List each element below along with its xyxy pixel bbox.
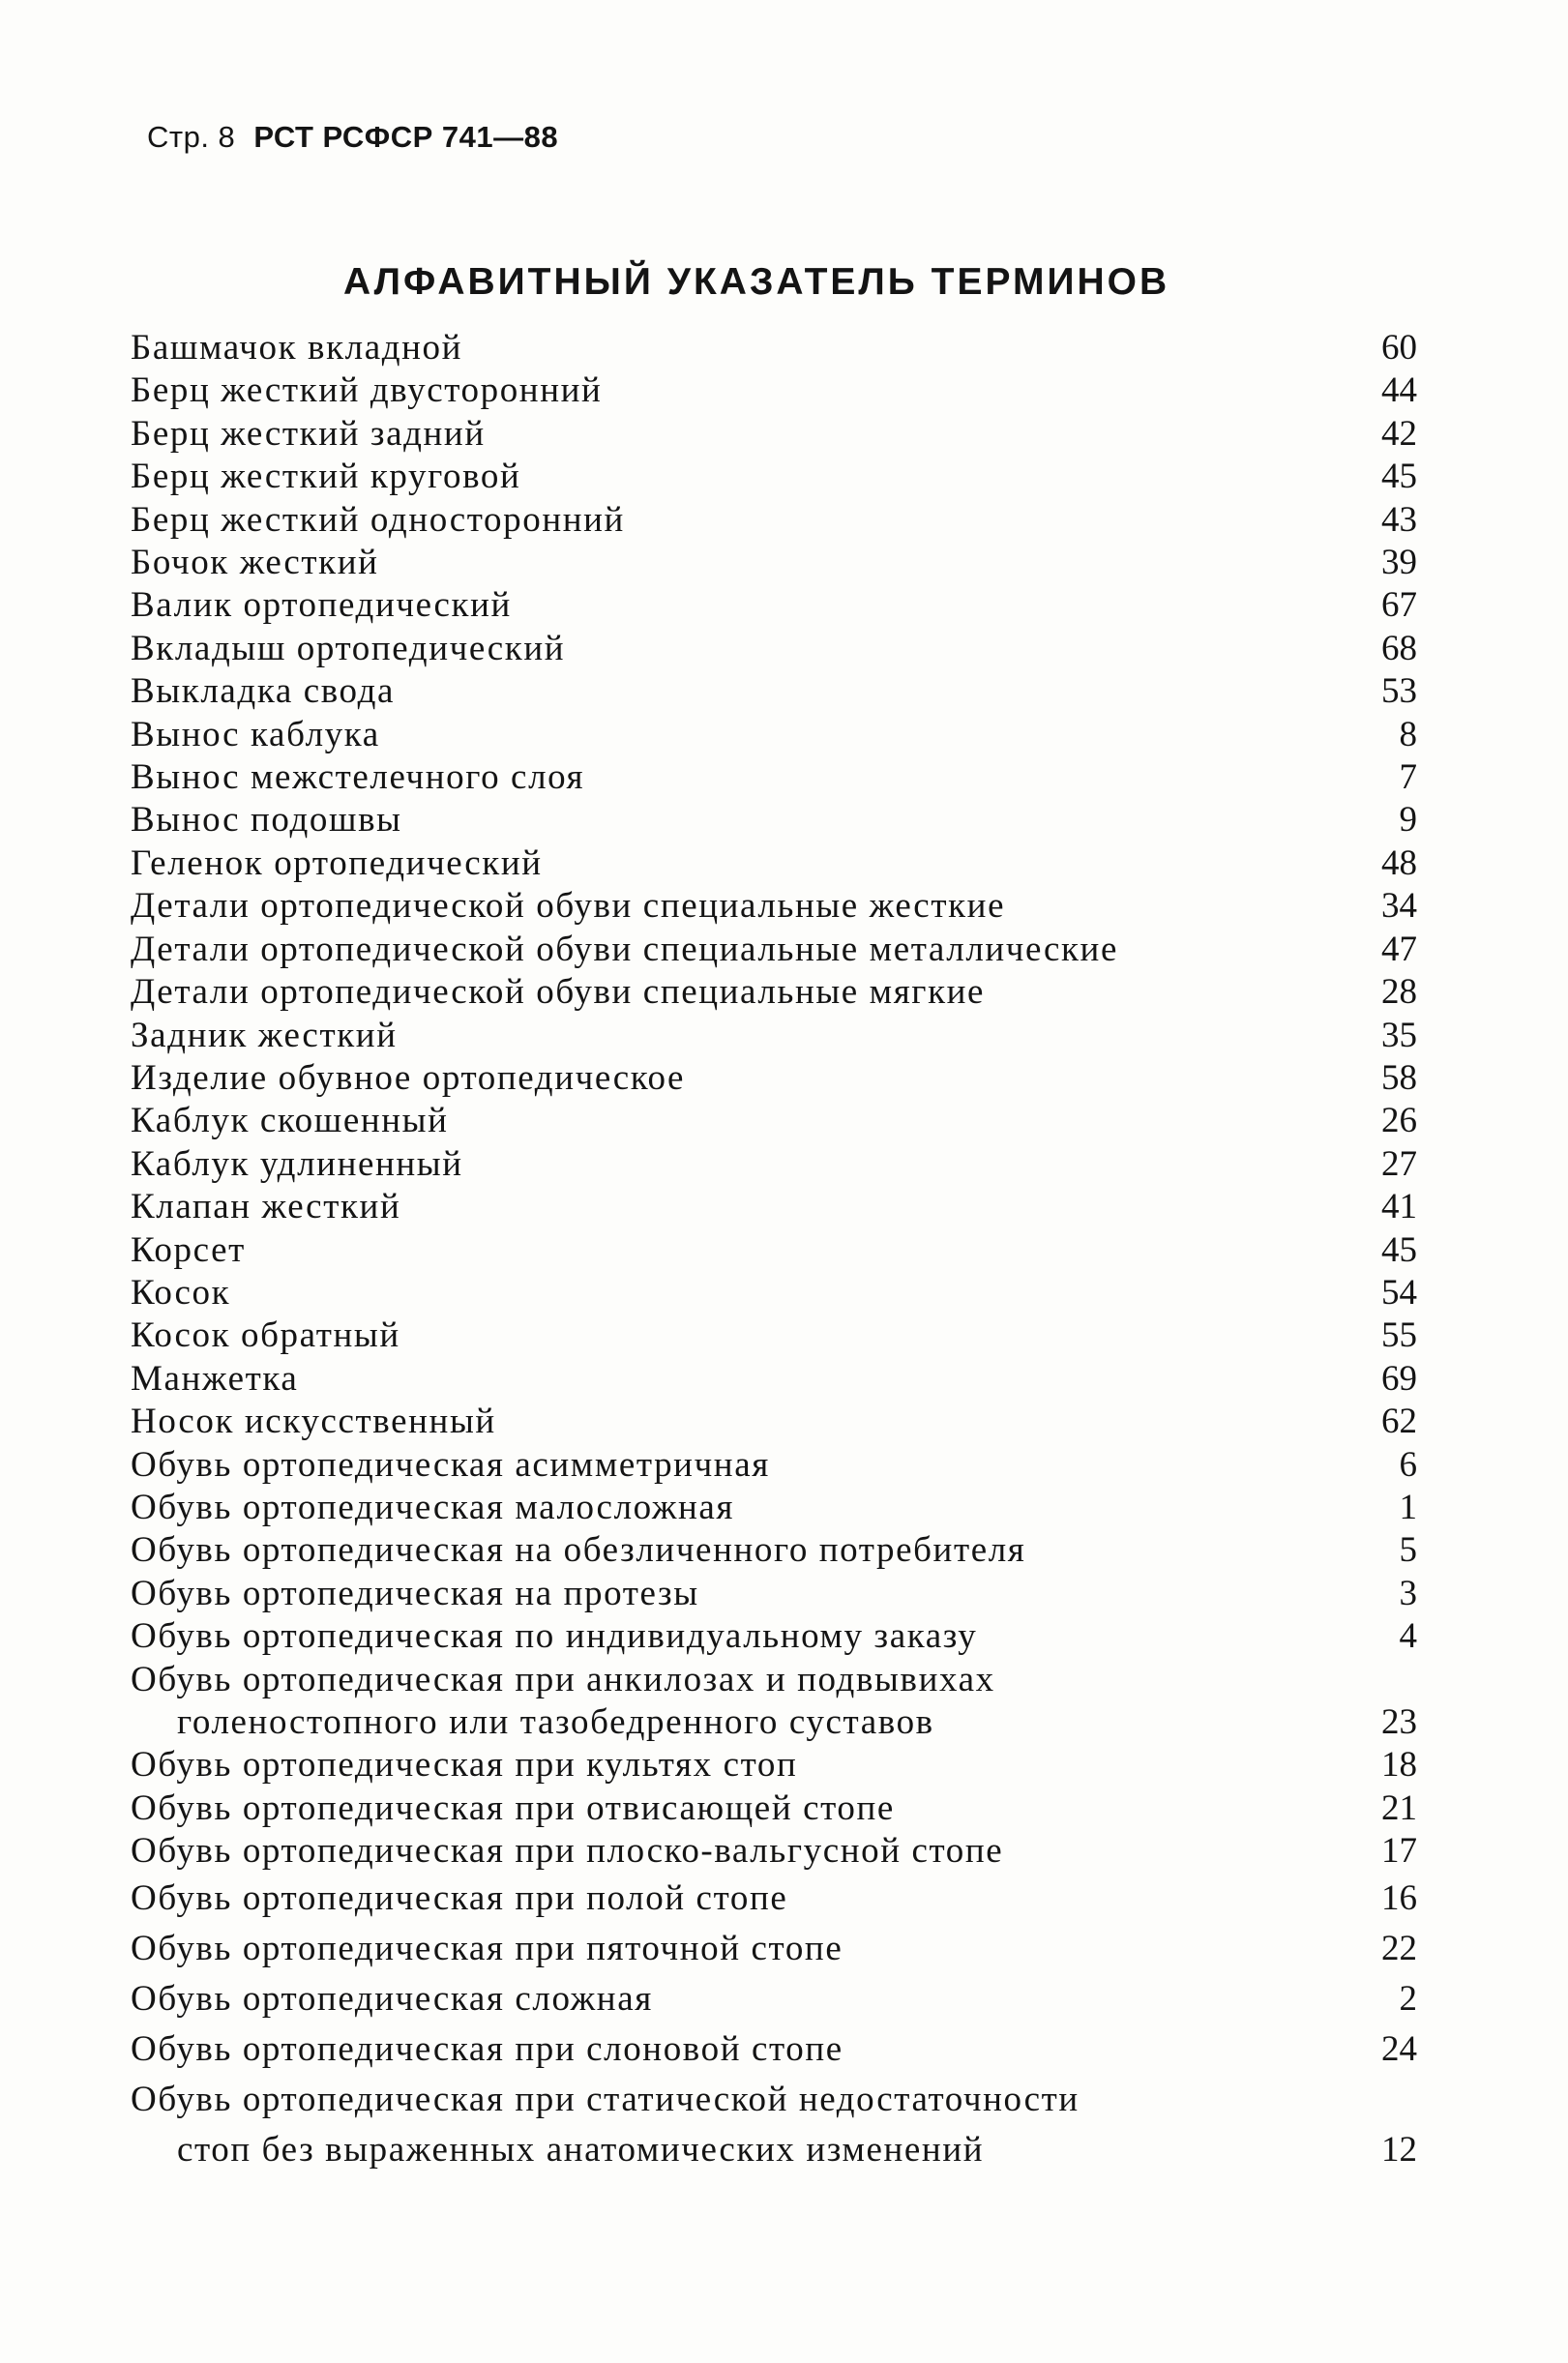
index-entry <box>131 1659 1417 1745</box>
term-text: Косок <box>131 1272 231 1313</box>
term-number: 39 <box>1381 543 1417 583</box>
term-number: 24 <box>1381 2028 1417 2069</box>
term-number: 27 <box>1381 1143 1417 1184</box>
term-text: Обувь ортопедическая при культях стоп <box>131 1745 798 1786</box>
term-number: 6 <box>1399 1444 1417 1485</box>
term-text: Задник жесткий <box>131 1015 398 1055</box>
term-number: 45 <box>1381 1229 1417 1270</box>
term-number: 41 <box>1381 1187 1417 1227</box>
term-text: Геленок ортопедический <box>131 842 543 883</box>
index-entry <box>131 1830 1417 1873</box>
term-text: Каблук скошенный <box>131 1101 449 1141</box>
index-entry <box>131 1787 1417 1830</box>
index-entry <box>131 1744 1417 1787</box>
term-text: Обувь ортопедическая при статической недостаточности <box>131 2079 1080 2119</box>
index-entry <box>131 413 1417 456</box>
term-text: Валик ортопедический <box>131 585 512 626</box>
term-text: Бочок жесткий <box>131 543 379 583</box>
term-text: Вынос каблука <box>131 714 380 754</box>
term-number: 1 <box>1399 1487 1417 1527</box>
index-entry <box>131 327 1417 369</box>
term-text: Каблук удлиненный <box>131 1143 463 1184</box>
term-text: Обувь ортопедическая при плоско-вальгусной стопе <box>131 1831 1004 1872</box>
term-number: 8 <box>1399 714 1417 754</box>
term-number: 69 <box>1381 1358 1417 1399</box>
index-entry <box>131 670 1417 713</box>
term-text: Обувь ортопедическая на протезы <box>131 1573 699 1613</box>
term-text: Обувь ортопедическая при анкилозах и подвывихах <box>131 1659 995 1699</box>
term-number: 42 <box>1381 413 1417 454</box>
term-continuation: стоп без выраженных анатомических изменений <box>177 2129 985 2170</box>
term-text: Обувь ортопедическая при полой стопе <box>131 1877 788 1918</box>
term-number: 34 <box>1381 886 1417 927</box>
index-entry <box>131 2024 1417 2075</box>
term-text: Изделие обувное ортопедическое <box>131 1057 686 1098</box>
index-entry <box>131 1444 1417 1487</box>
index-entry <box>131 499 1417 542</box>
term-text: Носок искусственный <box>131 1402 496 1442</box>
term-text: Обувь ортопедическая малосложная <box>131 1487 735 1527</box>
term-number: 62 <box>1381 1402 1417 1442</box>
term-number: 44 <box>1381 370 1417 411</box>
index-entry <box>131 714 1417 756</box>
term-text: Обувь ортопедическая при слоновой стопе <box>131 2028 843 2069</box>
term-text: Выкладка свода <box>131 671 396 712</box>
index-entry <box>131 1314 1417 1357</box>
term-number: 2 <box>1399 1978 1417 2019</box>
term-number: 26 <box>1381 1101 1417 1141</box>
term-text: Обувь ортопедическая асимметричная <box>131 1444 770 1485</box>
index-entry <box>131 456 1417 498</box>
term-number: 23 <box>1381 1702 1417 1742</box>
term-text: Манжетка <box>131 1358 299 1399</box>
index-entry <box>131 2075 1417 2175</box>
term-text: Обувь ортопедическая при пяточной стопе <box>131 1928 843 1968</box>
term-number: 12 <box>1381 2129 1417 2170</box>
index-entry <box>131 885 1417 928</box>
term-text: Детали ортопедической обуви специальные мягкие <box>131 972 986 1013</box>
running-header <box>147 120 558 155</box>
index-entry <box>131 1401 1417 1443</box>
index-entry <box>131 1529 1417 1572</box>
page-title: АЛФАВИТНЫЙ УКАЗАТЕЛЬ ТЕРМИНОВ <box>343 261 1170 303</box>
index-entry <box>131 1874 1417 1924</box>
index-entry <box>131 1272 1417 1314</box>
term-number: 54 <box>1381 1272 1417 1313</box>
term-number: 68 <box>1381 628 1417 668</box>
index-entry <box>131 369 1417 412</box>
term-number: 9 <box>1399 800 1417 841</box>
term-text: Вынос подошвы <box>131 800 402 841</box>
term-text: Обувь ортопедическая сложная <box>131 1978 653 2019</box>
term-number: 48 <box>1381 842 1417 883</box>
index-entry <box>131 756 1417 799</box>
page-number: Стр. 8 <box>147 120 236 154</box>
index-entry <box>131 1924 1417 1974</box>
term-number: 4 <box>1399 1616 1417 1657</box>
term-number: 21 <box>1381 1787 1417 1828</box>
index-entry <box>131 1487 1417 1529</box>
term-text: Вкладыш ортопедический <box>131 628 566 668</box>
term-number: 67 <box>1381 585 1417 626</box>
term-number: 28 <box>1381 972 1417 1013</box>
term-number: 7 <box>1399 757 1417 798</box>
term-text: Обувь ортопедическая на обезличенного потребителя <box>131 1530 1026 1571</box>
index-entry <box>131 799 1417 842</box>
term-number: 55 <box>1381 1315 1417 1356</box>
index-entry <box>131 1015 1417 1057</box>
term-number: 43 <box>1381 499 1417 540</box>
term-text: Детали ортопедической обуви специальные жесткие <box>131 886 1006 927</box>
index-entry <box>131 1229 1417 1272</box>
index-entry <box>131 842 1417 885</box>
term-text: Берц жесткий задний <box>131 413 486 454</box>
term-text: Обувь ортопедическая при отвисающей стопе <box>131 1787 895 1828</box>
term-number: 35 <box>1381 1015 1417 1055</box>
term-text: Берц жесткий односторонний <box>131 499 625 540</box>
standard-code: РСТ РСФСР 741—88 <box>253 120 559 154</box>
term-text: Обувь ортопедическая по индивидуальному заказу <box>131 1616 978 1657</box>
term-number: 17 <box>1381 1831 1417 1872</box>
index-entry <box>131 1974 1417 2024</box>
index-entry <box>131 1057 1417 1100</box>
term-number: 58 <box>1381 1057 1417 1098</box>
term-text: Берц жесткий круговой <box>131 457 521 497</box>
term-number: 22 <box>1381 1928 1417 1968</box>
term-continuation: голеностопного или тазобедренного суставов <box>177 1702 934 1742</box>
term-number: 18 <box>1381 1745 1417 1786</box>
term-number: 3 <box>1399 1573 1417 1613</box>
index-entry <box>131 1100 1417 1142</box>
index-entry <box>131 929 1417 971</box>
term-number: 53 <box>1381 671 1417 712</box>
term-index-list <box>131 327 1417 2175</box>
term-text: Берц жесткий двусторонний <box>131 370 603 411</box>
index-entry <box>131 1358 1417 1401</box>
index-entry <box>131 628 1417 670</box>
term-number: 60 <box>1381 328 1417 368</box>
index-entry <box>131 542 1417 584</box>
index-entry <box>131 1615 1417 1658</box>
term-number: 45 <box>1381 457 1417 497</box>
index-entry <box>131 584 1417 627</box>
index-entry <box>131 1573 1417 1615</box>
term-text: Вынос межстелечного слоя <box>131 757 585 798</box>
term-text: Башмачок вкладной <box>131 328 463 368</box>
index-entry <box>131 1186 1417 1228</box>
term-text: Корсет <box>131 1229 246 1270</box>
term-text: Детали ортопедической обуви специальные металлические <box>131 929 1118 969</box>
index-entry <box>131 1143 1417 1186</box>
term-number: 5 <box>1399 1530 1417 1571</box>
term-number: 47 <box>1381 929 1417 969</box>
term-number: 16 <box>1381 1877 1417 1918</box>
term-text: Клапан жесткий <box>131 1187 401 1227</box>
term-text: Косок обратный <box>131 1315 400 1356</box>
index-entry <box>131 971 1417 1014</box>
